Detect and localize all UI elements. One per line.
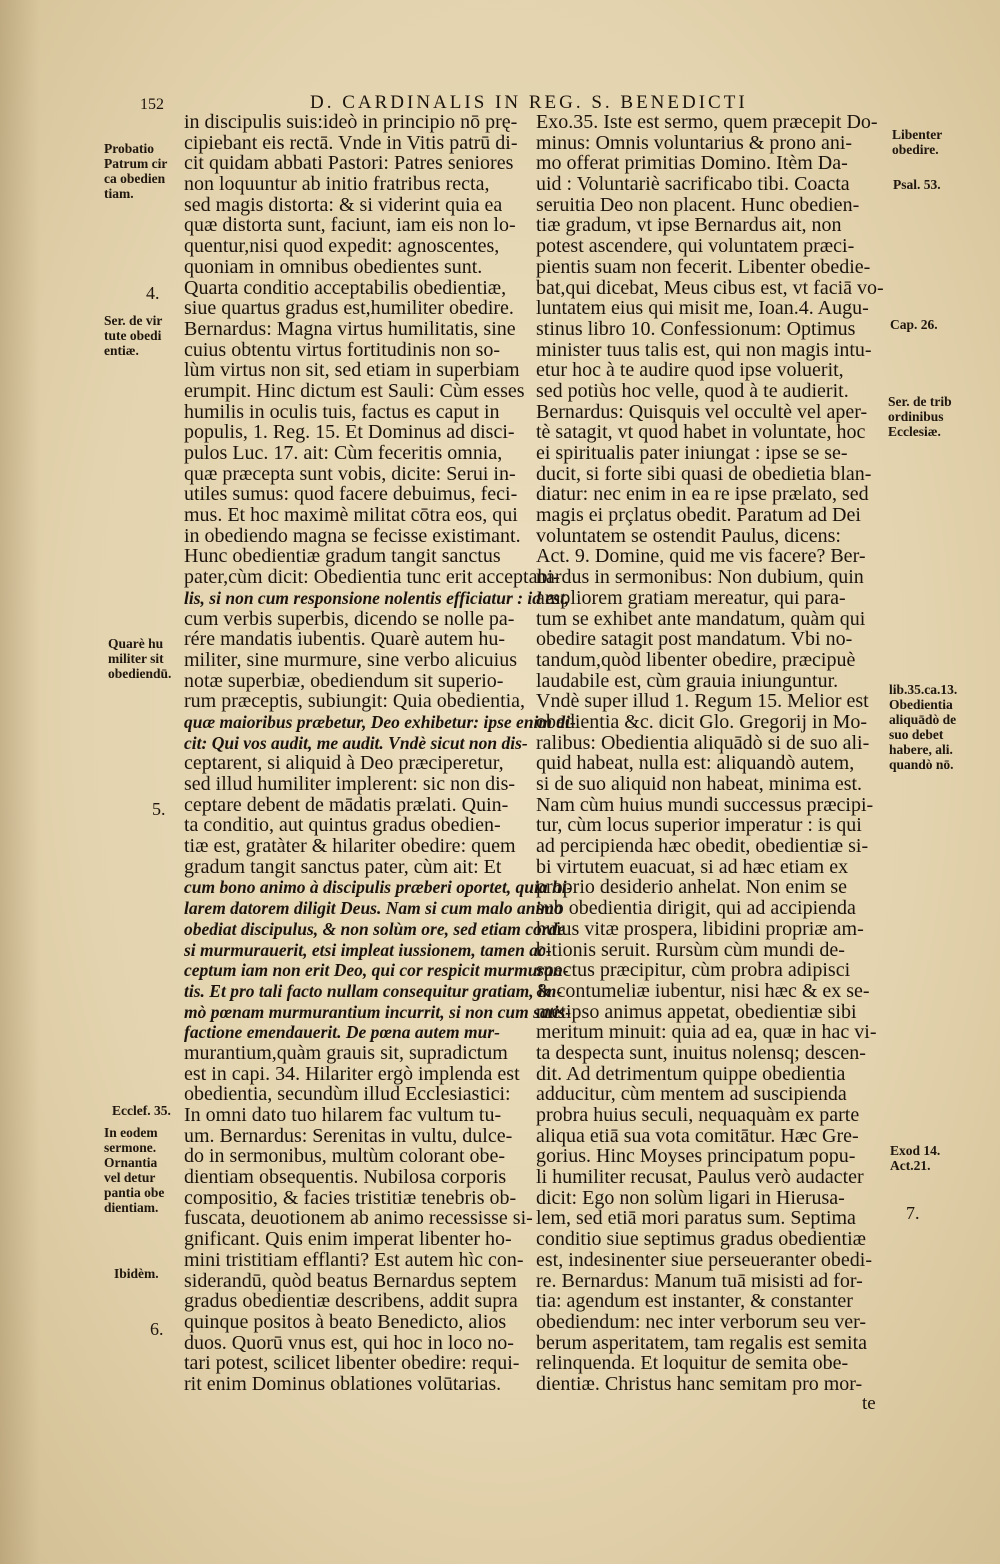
right-column-line: meritum minuit: quia ad ea, quæ in hac vi-: [536, 1021, 877, 1044]
right-column-line: conditio siue septimus gradus obedientiæ: [536, 1228, 866, 1251]
right-column-line: minister tuus talis est, qui non magis intu-: [536, 338, 872, 361]
margin-number-7: 7.: [906, 1203, 920, 1223]
left-column-line: cit quidam abbati Pastori: Patres seniores: [184, 152, 514, 175]
right-column-line: seruitia Deo non placent. Hunc obedien-: [536, 193, 860, 216]
right-column-line: laudabile est, cùm grauia iniunguntur.: [536, 669, 839, 692]
margin-note-cap-26: Cap. 26.: [890, 317, 938, 332]
left-column-line: mus. Et hoc maximè militat cōtra eos, qui: [184, 504, 518, 527]
left-column-line: rit enim Dominus oblationes volūtarias.: [184, 1372, 502, 1395]
left-column-line: cum verbis superbis, dicendo se nolle pa-: [184, 607, 515, 630]
left-column-line: tari potest, scilicet libenter obedire: requi-: [184, 1352, 520, 1375]
right-column-line: lem, sed etiā mori paratus sum. Septima: [536, 1207, 856, 1230]
margin-number-4: 4.: [146, 283, 160, 303]
margin-note-exod: Exod 14. Act.21.: [890, 1143, 941, 1173]
left-column-line: quæ præcepta sunt vobis, dicite: Serui in-: [184, 462, 516, 485]
right-column-line: potest ascendere, qui voluntatem præci-: [536, 235, 855, 258]
left-column-line: sed magis distorta: & si viderint quia ea: [184, 193, 503, 216]
right-column-line: dicit: Ego non solùm ligari in Hierusa-: [536, 1186, 845, 1209]
left-column-line: lis, si non cum responsione nolentis efficiatur : id est,: [184, 587, 570, 608]
catchword: te: [862, 1393, 876, 1414]
right-column-line: bitionis seruit. Rursùm cùm mundi de-: [536, 938, 845, 961]
right-column-line: pientis suam non fecerit. Libenter obedie-: [536, 255, 871, 278]
right-column-line: bi virtutem euacuat, si ad hæc etiam ex: [536, 855, 849, 878]
right-column-line: gorius. Hinc Moyses principatum popu-: [536, 1145, 856, 1168]
left-column-line: quoniam in omnibus obedientes sunt.: [184, 255, 483, 278]
right-column-line: Vndè super illud 1. Regum 15. Melior est: [536, 690, 869, 713]
right-text-column: [536, 112, 886, 1395]
right-column-line: dit. Ad detrimentum quippe obedientia: [536, 1062, 846, 1085]
left-column-line: cum bono animo à discipulis præberi oportet, quia hi-: [184, 877, 573, 898]
right-column-line: voluntatem se ostendit Paulus, dicens:: [536, 524, 841, 547]
margin-note-lib-35: lib.35.ca.13. Obedientia aliquādò de suo debet habere, ali. quandò nō.: [889, 682, 958, 772]
left-column-line: um. Bernardus: Serenitas in vultu, dulce-: [184, 1124, 513, 1147]
left-column-line: ceptum iam non erit Deo, qui cor respicit murmuran-: [184, 960, 569, 981]
left-column-line: cuius obtentu virtus fortitudinis non so-: [184, 338, 501, 361]
left-column-line: pulos Luc. 17. ait: Cùm feceritis omnia,: [184, 442, 503, 464]
right-column-line: etur hoc à te audire quod ipse voluerit,: [536, 359, 844, 382]
left-column-line: factione emendauerit. De pœna autem mur-: [184, 1022, 500, 1043]
right-column-line: aliqua etiā sua vota comitātur. Hæc Gre-: [536, 1124, 859, 1147]
right-column-line: magis ei prçlatus obedit. Paratum ad Dei: [536, 504, 861, 527]
right-column-line: probra huius seculi, nequaquàm ex parte: [536, 1104, 860, 1126]
right-column-line: spectus præcipitur, cùm probra adipisci: [536, 959, 851, 982]
right-column-line: berum asperitatem, tam regalis est semita: [536, 1331, 867, 1354]
right-column-line: li humiliter recusat, Paulus verò audacter: [536, 1166, 864, 1189]
left-column-line: quæ maioribus præbetur, Deo exhibetur: ipse enim di-: [184, 711, 576, 732]
page-gutter-shadow: [0, 0, 40, 1564]
left-column-line: do in sermonibus, multùm colorant obe-: [184, 1145, 506, 1168]
right-column-line: luntatem eius qui misit me, Ioan.4. Augu-: [536, 297, 869, 320]
left-column-line: fuscata, deuotionem ab animo recessisse si-: [184, 1207, 533, 1230]
left-column-line: ceptare debent de mādatis prælati. Quin-: [184, 793, 509, 816]
left-column-line: cit: Qui vos audit, me audit. Vndè sicut non dis-: [184, 732, 528, 753]
right-column-line: tur, cùm locus superior imperatur : is qui: [536, 814, 862, 837]
margin-note-ecclesiastici: Ecclef. 35.: [112, 1103, 171, 1118]
left-column-line: siue quartus gradus est,humiliter obedire.: [184, 297, 514, 320]
right-column-line: tè satagit, vt quod habet in voluntate, hoc: [536, 421, 866, 444]
left-column-line: gnificant. Quis enim imperat libenter ho-: [184, 1228, 512, 1251]
left-column-line: obediat discipulus, & non solùm ore, sed etiam corde: [184, 918, 566, 939]
right-column-line: ad percipienda hæc obedit, obedientiæ si-: [536, 835, 869, 858]
left-column-line: mini tristitiam efflanti? Est autem hìc con-: [184, 1248, 524, 1271]
margin-note-ibidem: Ibidèm.: [114, 1266, 159, 1281]
left-column-line: quinque positos à beato Benedicto, alios: [184, 1310, 507, 1333]
right-column-line: dientiæ. Christus hanc semitam pro mor-: [536, 1372, 863, 1395]
left-column-line: Quarta conditio acceptabilis obedientiæ,: [184, 276, 507, 299]
margin-number-5: 5.: [152, 799, 166, 819]
left-column-line: tis. Et pro tali facto nullam consequitur gratiam, im-: [184, 980, 563, 1001]
left-column-line: sed illud humiliter implerent: sic non dis-: [184, 773, 516, 795]
right-column-line: Nam cùm huius mundi successus præcipi-: [536, 793, 874, 816]
left-column-line: militer, sine murmure, sine verbo alicuius: [184, 648, 518, 671]
right-column-line: nardus in sermonibus: Non dubium, quin: [536, 566, 864, 589]
left-column-line: dientiam obsequentis. Nubilosa corporis: [184, 1166, 507, 1189]
left-column-line: humilis in oculis tuis, factus es caput in: [184, 400, 500, 423]
left-column-line: ceptarent, si aliquid à Deo præciperetur,: [184, 752, 504, 775]
left-column-line: si murmurauerit, etsi impleat iussionem, tamen ac-: [184, 939, 552, 960]
left-column-line: erumpit. Hinc dictum est Sauli: Cùm esses: [184, 379, 525, 402]
margin-note-psalm: Psal. 53.: [893, 177, 941, 192]
left-column-line: in obediendo magna se fecisse existimant.: [184, 524, 521, 547]
right-column-line: obediendum: nec inter verborum seu ver-: [536, 1310, 867, 1333]
right-column-line: est, indesinenter siue perseueranter obedi-: [536, 1248, 872, 1271]
left-column-line: siderandū, quòd beatus Bernardus septem: [184, 1269, 517, 1292]
right-column-line: obedire satagit post mandatum. Vbi no-: [536, 628, 853, 651]
right-column-line: uid : Voluntariè sacrificabo tibi. Coacta: [536, 173, 850, 196]
left-column-line: Bernardus: Magna virtus humilitatis, sine: [184, 317, 516, 340]
right-column-line: tandum,quòd libenter obedire, præcipuè: [536, 648, 856, 671]
left-column-line: in discipulis suis:ideò in principio nō prę-: [184, 111, 518, 133]
right-column-line: re. Bernardus: Manum tuā misisti ad for-: [536, 1269, 863, 1292]
left-column-line: tiæ est, gratàter & hilariter obedire: quem: [184, 835, 516, 858]
left-column-line: non loquuntur ab initio fratribus recta,: [184, 173, 490, 196]
header-title: D. CARDINALIS IN REG. S. BENEDICTI: [310, 92, 748, 113]
margin-note-quare-humiliter: Quarè hu militer sit obediendū.: [108, 636, 172, 681]
left-column-line: quæ distorta sunt, faciunt, iam eis non lo-: [184, 214, 516, 237]
right-column-line: sub obedientia dirigit, qui ad accipienda: [536, 897, 856, 920]
left-column-line: duos. Quorū vnus est, qui hoc in loco no-: [184, 1331, 514, 1354]
right-column-line: minus: Omnis voluntarius & prono ani-: [536, 131, 853, 154]
right-column-line: Exo.35. Iste est sermo, quem præcepit Do-: [536, 111, 878, 133]
page-number: 152: [140, 96, 164, 113]
margin-note-ser-de-virtute: Ser. de vir tute obedi entiæ.: [104, 313, 163, 358]
left-column-line: Hunc obedientiæ gradum tangit sanctus: [184, 545, 501, 568]
right-column-line: obedientia &c. dicit Glo. Gregorij in Mo-: [536, 710, 868, 733]
left-column-line: lùm virtus non sit, sed etiam in superbiam: [184, 359, 520, 382]
right-column-line: diatur: nec enim in ea re ipse prælato, sed: [536, 483, 869, 506]
margin-note-libenter: Libenter obedire.: [892, 127, 943, 157]
right-column-line: adducitur, cùm mentem ad suscipienda: [536, 1083, 847, 1106]
left-column-line: gradus obedientiæ describens, addit supra: [184, 1290, 518, 1313]
left-column-line: rum præceptis, subiungit: Quia obedientia,: [184, 690, 526, 713]
right-column-line: ta despecta sunt, inuitus nolensq; descen-: [536, 1041, 866, 1064]
right-column-line: & contumeliæ iubentur, nisi hæc & ex se-: [536, 979, 870, 1002]
right-column-line: ei spiritualis pater iniungat : ipse se se-: [536, 442, 848, 464]
left-column-line: cipiebant eis rectā. Vnde in Vitis patrū di-: [184, 131, 518, 154]
right-column-line: tiæ gradum, vt ipse Bernardus ait, non: [536, 214, 842, 237]
left-column-line: ta conditio, aut quintus gradus obedien-: [184, 814, 501, 837]
left-column-line: utiles sumus: quod facere debuimus, feci-: [184, 483, 518, 506]
left-column-line: notæ superbiæ, obediendum sit superio-: [184, 669, 504, 692]
right-column-line: bat,qui dicebat, Meus cibus est, vt faciā vo-: [536, 276, 884, 299]
left-column-line: quentur,nisi quod expedit: agnoscentes,: [184, 235, 500, 258]
right-column-line: sed potiùs hoc velle, quod à te audierit.: [536, 379, 849, 402]
left-column-line: est in capi. 34. Hilariter ergò implenda est: [184, 1062, 520, 1085]
right-column-line: tum se exhibet ante mandatum, quàm qui: [536, 607, 866, 630]
right-column-line: Bernardus: Quisquis vel occultè vel aper-: [536, 400, 868, 423]
left-column-line: populis, 1. Reg. 15. Et Dominus ad disci-: [184, 421, 515, 444]
left-text-column: [184, 111, 576, 1395]
right-column-line: ampliorem gratiam mereatur, qui para-: [536, 586, 846, 609]
margin-note-probatio: Probatio Patrum cir ca obedien tiam.: [104, 141, 168, 201]
left-column-line: gradum tangit sanctus pater, cùm ait: Et: [184, 855, 502, 878]
right-column-line: quid habeat, nulla est: aliquandò autem,: [536, 752, 855, 775]
right-column-line: ducit, si forte sibi quasi de obedietia blan-: [536, 462, 872, 485]
margin-number-6: 6.: [150, 1319, 164, 1339]
left-column-line: rére mandatis iubentis. Quarè autem hu-: [184, 628, 505, 651]
left-column-line: compositio, & facies tristitiæ tenebris ob-: [184, 1186, 517, 1209]
left-column-line: In omni dato tuo hilarem fac vultum tu-: [184, 1104, 502, 1126]
right-column-line: huius vitæ prospera, libidini propriæ am-: [536, 917, 864, 940]
right-column-line: stinus libro 10. Confessionum: Optimus: [536, 317, 856, 340]
right-column-line: metipso animus appetat, obedientiæ sibi: [536, 1000, 857, 1023]
left-column-line: mò pœnam murmurantium incurrit, si non cum satis-: [184, 1001, 572, 1022]
right-column-line: relinquenda. Et loquitur de semita obe-: [536, 1352, 849, 1375]
right-column-line: tia: agendum est instanter, & constanter: [536, 1290, 853, 1313]
left-column-line: obedientia, secundùm illud Ecclesiastici:: [184, 1083, 511, 1106]
right-column-line: proprio desiderio anhelat. Non enim se: [536, 876, 848, 899]
margin-note-in-eodem: In eodem sermone. Ornantia vel detur pantia obe dientiam.: [104, 1125, 165, 1215]
right-column-line: Act. 9. Domine, quid me vis facere? Ber-: [536, 545, 866, 568]
left-column-line: pater,cùm dicit: Obedientia tunc erit acceptabi-: [184, 566, 560, 589]
left-column-line: larem datorem diligit Deus. Nam si cum malo animo: [184, 898, 563, 919]
margin-note-ser-de-tribus: Ser. de trib ordinibus Ecclesiæ.: [888, 394, 952, 439]
right-column-line: si de suo aliquid non habeat, minima est.: [536, 773, 863, 795]
right-column-line: mo offerat primitias Domino. Itèm Da-: [536, 152, 848, 175]
left-column-line: murantium,quàm grauis sit, supradictum: [184, 1041, 508, 1064]
right-column-line: ralibus: Obedientia aliquādò si de suo ali-: [536, 731, 870, 754]
